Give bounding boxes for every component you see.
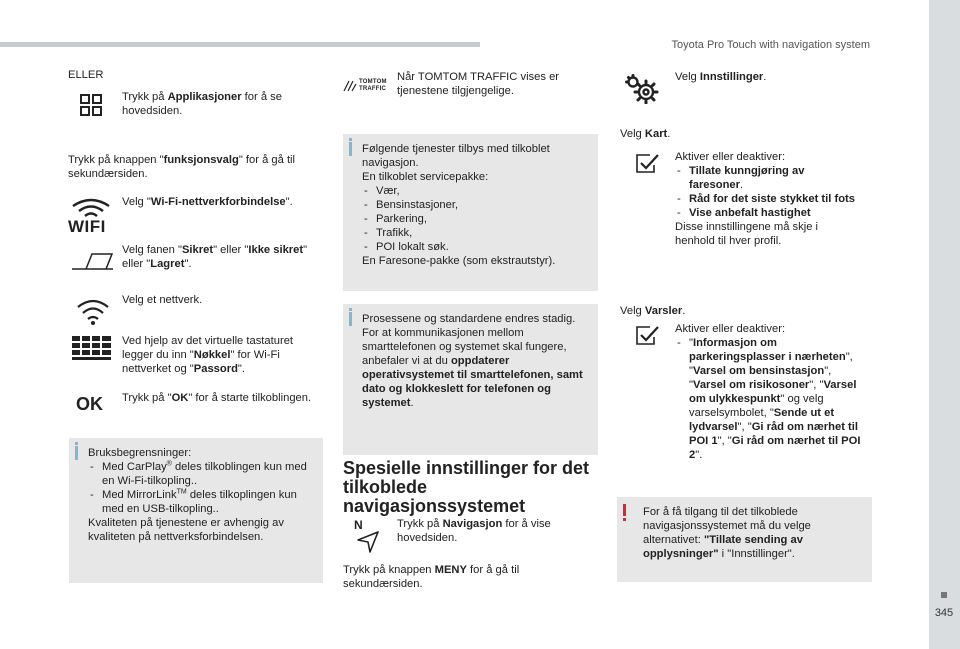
usage-restrictions-box: [69, 438, 323, 583]
smartphone-update-text: Prosessene og standardene endres stadig. For at kommunikasjonen mellom smarttelefonen og systemet skal fungere, anbefaler vi at du oppdaterer operativsystemet til smarttelefonen, samt dato og klokkeslett for telefonen og systemet.: [362, 313, 583, 409]
tab-selection-icon: [72, 251, 114, 271]
keyboard-icon: [72, 336, 112, 360]
info-icon: [349, 142, 352, 156]
checkbox-checked-icon: [636, 326, 660, 346]
wifi-connection-instruction: Velg "Wi-Fi-nettverkforbindelse".: [122, 196, 293, 208]
alerts-instruction: Velg Varsler.: [620, 305, 686, 317]
page-header-title: Toyota Pro Touch with navigation system: [671, 39, 870, 51]
navigation-instruction: Trykk på Navigasjon for å vise hovedsiden.: [397, 518, 551, 544]
wifi-network-icon: [76, 298, 110, 326]
warning-icon: [623, 504, 626, 516]
tomtom-traffic-logo: TOMTOM TRAFFIC: [343, 78, 393, 94]
section-end-marker: [941, 592, 947, 598]
connected-services-box: [343, 134, 598, 291]
usage-restrictions-text: Bruksbegrensninger: - Med CarPlay® deles tilkoblingen kun med en Wi-Fi-tilkopling.. - Med MirrorLink™ deles tilkoplingen kun med en USB-tilkopling.. Kvaliteten på tjenestene er avhengig av kvaliteten på nettverksforbindelsen.: [88, 446, 317, 544]
smartphone-update-box: [343, 304, 598, 455]
applications-grid-icon: [80, 94, 102, 116]
section-heading: Spesielle innstillinger for det tilkoblede navigasjonssystemet: [343, 458, 590, 516]
keyboard-instruction: Ved hjelp av det virtuelle tastaturet legger du inn "Nøkkel" for Wi-Fi nettverket og "Passord".: [122, 335, 294, 375]
eller-label: ELLER: [68, 69, 104, 81]
side-tab: [929, 0, 960, 649]
navigation-icon: N: [354, 520, 380, 552]
applications-instruction: Trykk på Applikasjoner for å se hovedsiden.: [122, 91, 282, 117]
alert-options-text: Aktiver eller deaktiver: - "Informasjon om parkeringsplasser i nærheten", "Varsel om bensinstasjon", "Varsel om risikosoner", "Varsel om ulykkespunkt" og velg varselsymbolet, "Sende ut et lydvarsel", "Gi råd om nærhet til POI 1", "Gi råd om nærhet til POI 2".: [675, 323, 861, 461]
info-icon: [75, 446, 78, 460]
tomtom-traffic-text: Når TOMTOM TRAFFIC vises er tjenestene tilgjengelige.: [397, 71, 560, 97]
map-options-text: Aktiver eller deaktiver: - Tillate kunngjøring av faresoner. - Råd for det siste stykket til fots - Vise anbefalt hastighet Disse innstillingene må skje i henhold til hver profil.: [675, 150, 860, 248]
access-warning-box: [617, 497, 872, 582]
function-button-instruction: Trykk på knappen "funksjonsvalg" for å gå til sekundærsiden.: [68, 154, 296, 180]
page-number: 345: [934, 607, 954, 619]
ok-instruction: Trykk på "OK" for å starte tilkoblingen.: [122, 392, 312, 404]
wifi-icon: WIFI: [68, 197, 116, 237]
map-instruction: Velg Kart.: [620, 128, 671, 140]
ok-icon: OK: [76, 394, 103, 414]
network-instruction: Velg et nettverk.: [122, 294, 203, 306]
connected-services-text: Følgende tjenester tilbys med tilkoblet navigasjon. En tilkoblet servicepakke: - Vær, - Bensinstasjoner, - Parkering, - Trafikk, - POI lokalt søk. En Faresone-pakke (som ekstrautstyr).: [362, 142, 592, 268]
header-bar: [0, 42, 480, 47]
checkbox-checked-icon: [636, 154, 660, 174]
settings-gears-icon: [625, 74, 659, 104]
menu-button-instruction: Trykk på knappen MENY for å gå til sekundærsiden.: [343, 564, 520, 590]
access-warning-text: For å få tilgang til det tilkoblede navigasjonssystemet må du velge alternativet: "Tillate sending av opplysninger" i "Innstillinger".: [643, 506, 811, 560]
tab-instruction: Velg fanen "Sikret" eller "Ikke sikret" eller "Lagret".: [122, 244, 308, 270]
info-icon: [349, 312, 352, 326]
settings-instruction: Velg Innstillinger.: [675, 71, 767, 83]
